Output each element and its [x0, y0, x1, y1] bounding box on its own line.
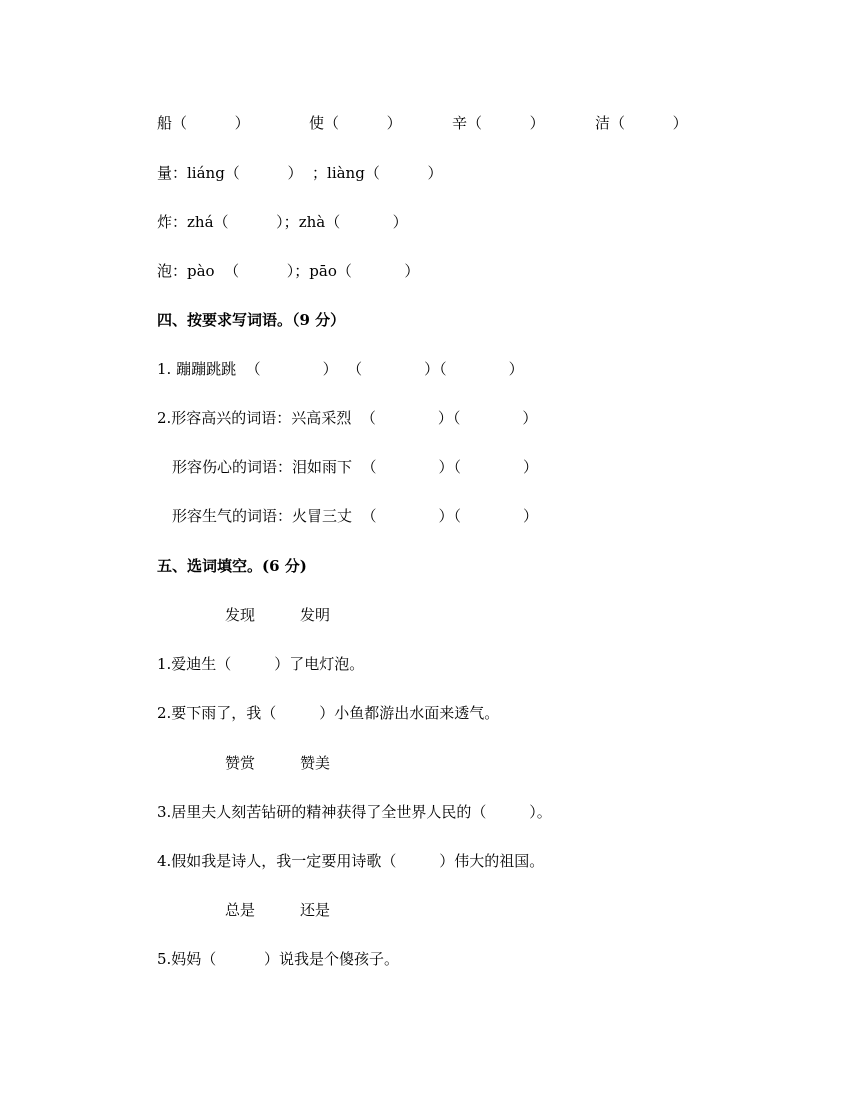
char-blank-jie: 洁（ ）	[595, 114, 688, 132]
section-5-heading: 五、选词填空。(6 分)	[157, 557, 307, 575]
word-choice: 发现	[225, 606, 256, 624]
section-4-q2: 2.形容高兴的词语：兴高采烈 （ ）（ ）	[157, 409, 538, 427]
word-choice: 还是	[300, 901, 331, 919]
section-4-q4: 形容生气的词语：火冒三丈 （ ）（ ）	[172, 507, 539, 525]
section-4-heading: 四、按要求写词语。（9 分）	[157, 311, 346, 329]
word-choice: 发明	[300, 606, 331, 624]
polyphone-liang: 量：liáng（ ） ；liàng（ ）	[157, 164, 443, 182]
section-4-q3: 形容伤心的词语：泪如雨下 （ ）（ ）	[172, 458, 539, 476]
polyphone-pao: 泡：pào （ ）；pāo（ ）	[157, 262, 420, 280]
char-blank-xin: 辛（ ）	[452, 114, 545, 132]
sentence-5: 5.妈妈（ ）说我是个傻孩子。	[157, 950, 399, 968]
word-choice: 赞赏	[225, 754, 256, 772]
char-blank-shi: 使（ ）	[309, 114, 402, 132]
sentence-4: 4.假如我是诗人，我一定要用诗歌（ ）伟大的祖国。	[157, 852, 545, 870]
sentence-3: 3.居里夫人刻苦钻研的精神获得了全世界人民的（ ）。	[157, 803, 552, 821]
word-choice: 总是	[225, 901, 256, 919]
polyphone-zha: 炸：zhá（ ）；zhà（ ）	[157, 213, 408, 231]
char-blank-chuan: 船（ ）	[157, 114, 250, 132]
section-4-q1: 1. 蹦蹦跳跳 （ ） （ ）（ ）	[157, 360, 524, 378]
sentence-1: 1.爱迪生（ ）了电灯泡。	[157, 655, 365, 673]
word-choice: 赞美	[300, 754, 331, 772]
sentence-2: 2.要下雨了，我（ ）小鱼都游出水面来透气。	[157, 704, 500, 722]
